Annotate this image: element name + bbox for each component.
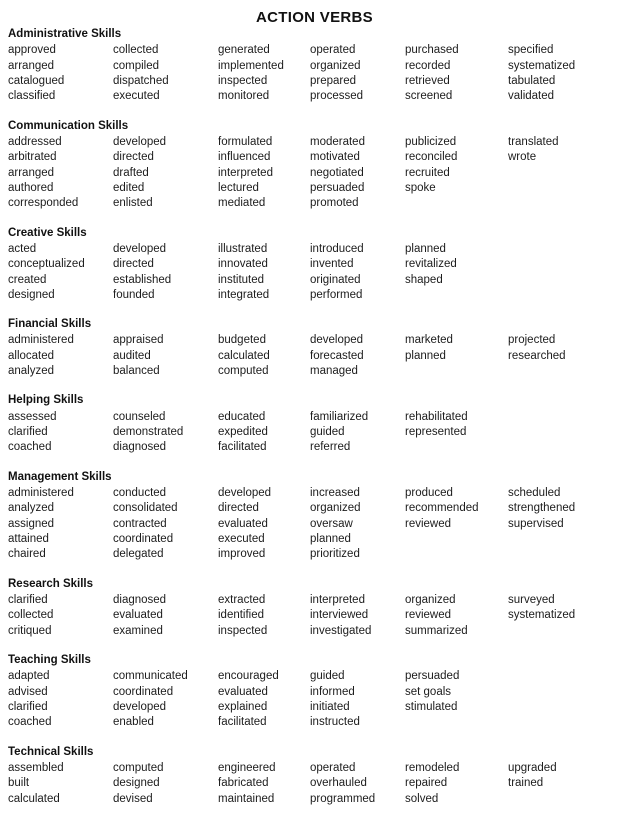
verb: examined — [113, 624, 163, 637]
section-teaching-skills — [8, 653, 621, 731]
verb-row — [8, 700, 621, 715]
verb: strengthened — [508, 502, 576, 515]
verb: prepared — [310, 74, 357, 87]
verb: consolidated — [113, 502, 178, 515]
verb: performed — [310, 288, 363, 301]
section-heading-helping-skills: Helping Skills — [8, 394, 84, 407]
verb: analyzed — [8, 502, 55, 515]
verb: formulated — [218, 135, 273, 148]
verb: assembled — [8, 761, 64, 774]
verb: critiqued — [8, 624, 52, 637]
verb: oversaw — [310, 517, 353, 530]
verb: operated — [310, 44, 356, 57]
verb-row — [8, 135, 621, 150]
verb: facilitated — [218, 716, 267, 729]
verb: projected — [508, 334, 556, 347]
verb: marketed — [405, 334, 453, 347]
verb-row — [8, 776, 621, 791]
verb: negotiated — [310, 166, 364, 179]
verb: surveyed — [508, 593, 555, 606]
verb: purchased — [405, 44, 459, 57]
verb: arbitrated — [8, 151, 57, 164]
verb: reviewed — [405, 517, 452, 530]
section-heading-administrative-skills: Administrative Skills — [8, 28, 122, 40]
verb: supervised — [508, 517, 564, 530]
verb: computed — [113, 761, 164, 774]
verb: persuaded — [405, 670, 460, 683]
verb-row — [8, 715, 621, 730]
verb: calculated — [218, 349, 270, 362]
verb: forecasted — [310, 349, 364, 362]
verb-row — [8, 608, 621, 623]
verb: recruited — [405, 166, 450, 179]
verb: collected — [113, 44, 159, 57]
verb: validated — [508, 90, 555, 103]
verb-row — [8, 410, 621, 425]
verb-row — [8, 288, 621, 303]
verb: inspected — [218, 74, 268, 87]
section-heading-financial-skills: Financial Skills — [8, 318, 92, 331]
verb: arranged — [8, 166, 55, 179]
verb: translated — [508, 135, 559, 148]
verb: set goals — [405, 685, 452, 698]
section-heading-creative-skills: Creative Skills — [8, 226, 87, 239]
verb: organized — [310, 502, 361, 515]
verb: organized — [405, 593, 456, 606]
verb: directed — [113, 151, 154, 164]
verb-row — [8, 196, 621, 211]
verb-row — [8, 547, 621, 562]
verb: demonstrated — [113, 426, 184, 439]
verb: administered — [8, 487, 74, 500]
verb: drafted — [113, 166, 149, 179]
verb: guided — [310, 426, 345, 439]
verb: classified — [8, 90, 56, 103]
verb-row — [8, 501, 621, 516]
verb: prioritized — [310, 548, 360, 561]
verb: persuaded — [310, 181, 365, 194]
verb: established — [113, 273, 172, 286]
verb: built — [8, 777, 30, 790]
verb: stimulated — [405, 700, 458, 713]
verb-row — [8, 181, 621, 196]
verb: interpreted — [218, 166, 273, 179]
verb: evaluated — [218, 517, 268, 530]
verb-row — [8, 517, 621, 532]
verb: operated — [310, 761, 356, 774]
verb: interviewed — [310, 609, 369, 622]
verb-row — [8, 425, 621, 440]
verb: advised — [8, 685, 48, 698]
verb: coordinated — [113, 533, 174, 545]
section-financial-skills — [8, 317, 621, 379]
verb: reviewed — [405, 609, 452, 622]
verb: systematized — [508, 59, 576, 72]
verb: informed — [310, 685, 355, 698]
verb: executed — [113, 90, 160, 103]
verb: directed — [113, 258, 154, 271]
verb: innovated — [218, 258, 268, 271]
verb: collected — [8, 609, 54, 622]
verb: enabled — [113, 716, 154, 729]
verb: summarized — [405, 624, 468, 637]
verb: reconciled — [405, 151, 458, 164]
verb: planned — [405, 349, 446, 362]
verb: acted — [8, 242, 37, 255]
verb: researched — [508, 349, 566, 362]
verb: expedited — [218, 426, 268, 439]
verb-row — [8, 349, 621, 364]
verb: developed — [310, 334, 364, 347]
verb: scheduled — [508, 487, 561, 500]
section-heading-teaching-skills: Teaching Skills — [8, 653, 91, 666]
verb: recorded — [405, 59, 451, 72]
verb: increased — [310, 487, 360, 500]
verb: developed — [113, 700, 167, 713]
verb: founded — [113, 288, 155, 301]
verb: balanced — [113, 365, 160, 378]
verb: implemented — [218, 59, 284, 72]
section-research-skills — [8, 577, 621, 639]
section-communication-skills — [8, 119, 621, 212]
verb: promoted — [310, 197, 359, 210]
verb: initiated — [310, 700, 350, 713]
verb-row — [8, 593, 621, 608]
verb: trained — [508, 777, 544, 790]
verb: publicized — [405, 135, 457, 148]
verb: diagnosed — [113, 593, 167, 606]
section-helping-skills — [8, 393, 621, 455]
section-creative-skills — [8, 226, 621, 304]
verb: communicated — [113, 670, 188, 683]
verb-row — [8, 440, 621, 455]
verb: familiarized — [310, 410, 369, 423]
verb-row — [8, 669, 621, 684]
verb: approved — [8, 44, 56, 57]
verb: educated — [218, 410, 266, 423]
verb-row — [8, 166, 621, 181]
verb: repaired — [405, 777, 448, 790]
verb: moderated — [310, 135, 365, 148]
verb: evaluated — [218, 685, 268, 698]
verb: fabricated — [218, 777, 269, 790]
verb: corresponded — [8, 197, 79, 210]
verb: influenced — [218, 151, 271, 164]
verb: overhauled — [310, 777, 367, 790]
section-heading-communication-skills: Communication Skills — [8, 119, 129, 132]
verb: spoke — [405, 181, 436, 194]
verb: inspected — [218, 624, 268, 637]
verb: contracted — [113, 517, 167, 530]
verb: wrote — [508, 151, 537, 164]
verb: motivated — [310, 151, 360, 164]
verb: conceptualized — [8, 258, 85, 271]
verb: investigated — [310, 624, 372, 637]
verb-row — [8, 364, 621, 379]
section-technical-skills — [8, 745, 621, 807]
verb: solved — [405, 792, 439, 805]
verb: created — [8, 273, 47, 286]
verb: produced — [405, 487, 453, 500]
verb: chaired — [8, 548, 46, 561]
verb: represented — [405, 426, 467, 439]
verb-row — [8, 150, 621, 165]
verb: referred — [310, 441, 351, 454]
verb: monitored — [218, 90, 270, 103]
verb-row — [8, 273, 621, 288]
verb: assessed — [8, 410, 57, 423]
verb: integrated — [218, 288, 270, 301]
verb: clarified — [8, 593, 48, 606]
verb: counseled — [113, 410, 166, 423]
verb: calculated — [8, 792, 60, 805]
verb: designed — [113, 777, 160, 790]
verb: instituted — [218, 273, 265, 286]
verb: lectured — [218, 181, 259, 194]
verb: administered — [8, 334, 74, 347]
verb: clarified — [8, 426, 48, 439]
verb: designed — [8, 288, 55, 301]
verb: coached — [8, 441, 52, 454]
verb: encouraged — [218, 670, 279, 683]
verb-row — [8, 624, 621, 639]
verb: diagnosed — [113, 441, 167, 454]
verb: systematized — [508, 609, 576, 622]
verb: shaped — [405, 273, 443, 286]
page-title: ACTION VERBS — [256, 9, 373, 26]
verb: delegated — [113, 548, 164, 561]
verb: introduced — [310, 242, 364, 255]
verb: improved — [218, 548, 266, 561]
verb: dispatched — [113, 74, 169, 87]
verb: analyzed — [8, 365, 55, 378]
verb: retrieved — [405, 74, 450, 87]
section-management-skills — [8, 470, 621, 563]
verb: invented — [310, 258, 354, 271]
verb: edited — [113, 181, 145, 194]
verb-row — [8, 257, 621, 272]
verb: originated — [310, 273, 361, 286]
verb-row — [8, 74, 621, 89]
verb-row — [8, 59, 621, 74]
verb: computed — [218, 365, 269, 378]
section-administrative-skills — [8, 27, 621, 105]
verb: compiled — [113, 59, 160, 72]
verb-row — [8, 89, 621, 104]
verb: authored — [8, 181, 54, 194]
verb-row — [8, 532, 621, 547]
verb: audited — [113, 349, 151, 362]
verb: developed — [113, 135, 167, 148]
section-heading-research-skills: Research Skills — [8, 577, 94, 590]
verb: conducted — [113, 487, 167, 500]
verb: processed — [310, 90, 364, 103]
verb: budgeted — [218, 334, 266, 347]
verb: enlisted — [113, 197, 153, 210]
section-heading-technical-skills: Technical Skills — [8, 745, 94, 758]
verb: coordinated — [113, 685, 174, 698]
verb: upgraded — [508, 761, 557, 774]
verb: interpreted — [310, 593, 365, 606]
verb: revitalized — [405, 258, 457, 271]
verb: recommended — [405, 502, 479, 515]
verb-row — [8, 792, 621, 807]
verb: attained — [8, 533, 49, 545]
verb-row — [8, 333, 621, 348]
verb-row — [8, 242, 621, 257]
verb: remodeled — [405, 761, 460, 774]
verb: coached — [8, 716, 52, 729]
verb: illustrated — [218, 242, 268, 255]
verb: clarified — [8, 700, 48, 713]
verb: facilitated — [218, 441, 267, 454]
verb: planned — [405, 242, 446, 255]
verb: catalogued — [8, 74, 65, 87]
verb: addressed — [8, 135, 62, 148]
verb: executed — [218, 533, 265, 545]
verb: devised — [113, 792, 153, 805]
sections — [8, 27, 621, 807]
verb: identified — [218, 609, 265, 622]
verb: assigned — [8, 517, 55, 530]
verb: managed — [310, 365, 358, 378]
verb: generated — [218, 44, 270, 57]
section-heading-management-skills: Management Skills — [8, 470, 112, 483]
verb: guided — [310, 670, 345, 683]
verb: developed — [218, 487, 272, 500]
verb: tabulated — [508, 74, 556, 87]
verb: adapted — [8, 670, 50, 683]
verb: organized — [310, 59, 361, 72]
verb: planned — [310, 533, 351, 545]
verb: engineered — [218, 761, 276, 774]
verb: screened — [405, 90, 453, 103]
verb: mediated — [218, 197, 266, 210]
verb: evaluated — [113, 609, 163, 622]
verb: rehabilitated — [405, 410, 468, 423]
verb: explained — [218, 700, 268, 713]
verb: arranged — [8, 59, 55, 72]
verb-row — [8, 685, 621, 700]
verb: programmed — [310, 792, 376, 805]
verb: directed — [218, 502, 259, 515]
verb-row — [8, 761, 621, 776]
verb: maintained — [218, 792, 275, 805]
verb: allocated — [8, 349, 55, 362]
verb: extracted — [218, 593, 266, 606]
verb: appraised — [113, 334, 164, 347]
verb-row — [8, 43, 621, 58]
verb: developed — [113, 242, 167, 255]
verb: instructed — [310, 716, 360, 729]
verb-row — [8, 486, 621, 501]
verb: specified — [508, 44, 554, 57]
